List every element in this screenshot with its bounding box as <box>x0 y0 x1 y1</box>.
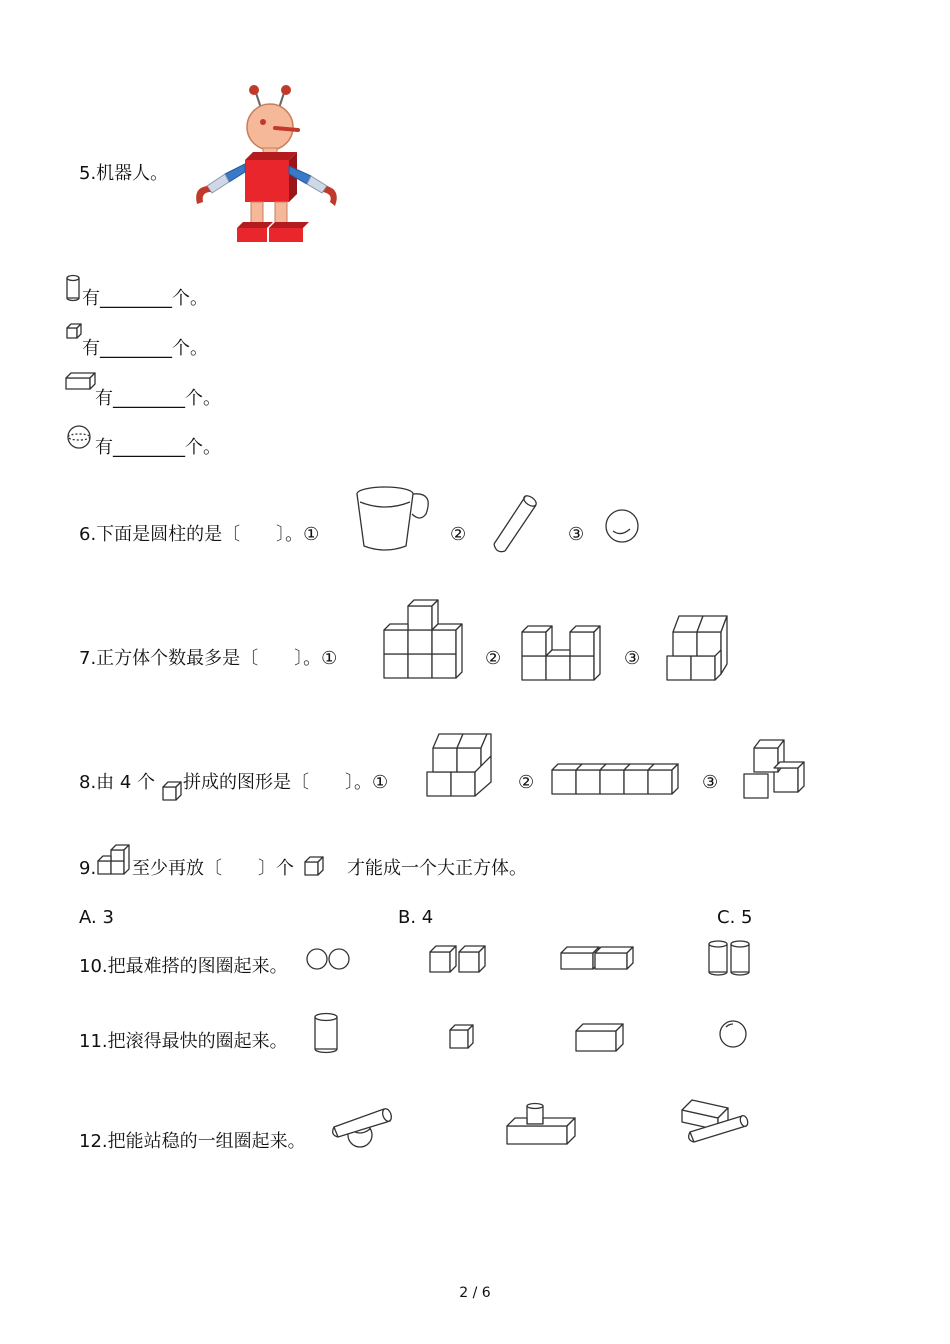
two-cubes-image <box>428 944 488 974</box>
sphere-icon <box>66 425 94 451</box>
q8-option-1-cubes <box>425 732 497 798</box>
q6-opt2: ② <box>450 524 467 545</box>
cube-image <box>448 1023 476 1051</box>
cuboid-on-cylinder-image <box>678 1096 750 1144</box>
q5-row-2: 有________个。 <box>82 338 208 359</box>
q9-choice-a: A. 3 <box>79 907 114 928</box>
q8-option-2-cubes <box>550 760 680 800</box>
q7-opt3: ③ <box>624 648 641 669</box>
q9-text-b: 至少再放〔 〕个 <box>132 858 294 879</box>
small-cube-icon <box>161 780 183 802</box>
q8-opt2: ② <box>518 772 535 793</box>
cylinder-on-ball-image <box>330 1103 396 1151</box>
q10-text: 10.把最难搭的图圈起来。 <box>79 956 288 977</box>
q5-text: 5.机器人。 <box>79 163 169 184</box>
two-cylinders-image <box>706 940 754 976</box>
q6-opt3: ③ <box>568 524 585 545</box>
cuboid-icon <box>65 372 97 392</box>
q8-option-3-cubes <box>742 736 814 802</box>
q9-choice-c: C. 5 <box>717 907 753 928</box>
two-spheres-image <box>305 947 353 973</box>
q6-text: 6.下面是圆柱的是〔 〕。① <box>79 524 320 545</box>
q9-text-a: 9. <box>79 858 97 879</box>
cylinder-image <box>312 1012 342 1054</box>
q12-text: 12.把能站稳的一组圈起来。 <box>79 1131 306 1152</box>
q9-text-c: 才能成一个大正方体。 <box>347 858 527 879</box>
q8-text-b: 拼成的图形是〔 〕。① <box>183 772 389 793</box>
q9-cube-stack-icon <box>96 844 132 876</box>
q7-text: 7.正方体个数最多是〔 〕。① <box>79 648 338 669</box>
q9-small-cube-icon <box>303 856 325 878</box>
cylinder-icon <box>64 274 84 302</box>
robot-image <box>185 82 345 247</box>
cuboid-image <box>574 1022 626 1054</box>
q5-row-3: 有________个。 <box>95 388 221 409</box>
page-number: 2 / 6 <box>459 1285 491 1301</box>
cylinder-on-cuboid-image <box>505 1102 577 1148</box>
q5-row-1: 有________个。 <box>82 288 208 309</box>
q9-choice-b: B. 4 <box>398 907 434 928</box>
q8-text-a: 8.由 4 个 <box>79 772 156 793</box>
q7-option-2-cubes <box>520 624 604 684</box>
q7-opt2: ② <box>485 648 502 669</box>
q8-opt3: ③ <box>702 772 719 793</box>
q7-option-1-cubes <box>382 598 466 680</box>
bucket-image <box>354 484 434 554</box>
ball-image <box>603 507 643 547</box>
tilted-cylinder-image <box>490 492 542 554</box>
sphere-image <box>718 1019 750 1051</box>
two-cuboids-image <box>559 945 635 973</box>
q7-option-3-cubes <box>665 612 735 684</box>
q11-text: 11.把滚得最快的圈起来。 <box>79 1031 288 1052</box>
q5-row-4: 有________个。 <box>95 437 221 458</box>
